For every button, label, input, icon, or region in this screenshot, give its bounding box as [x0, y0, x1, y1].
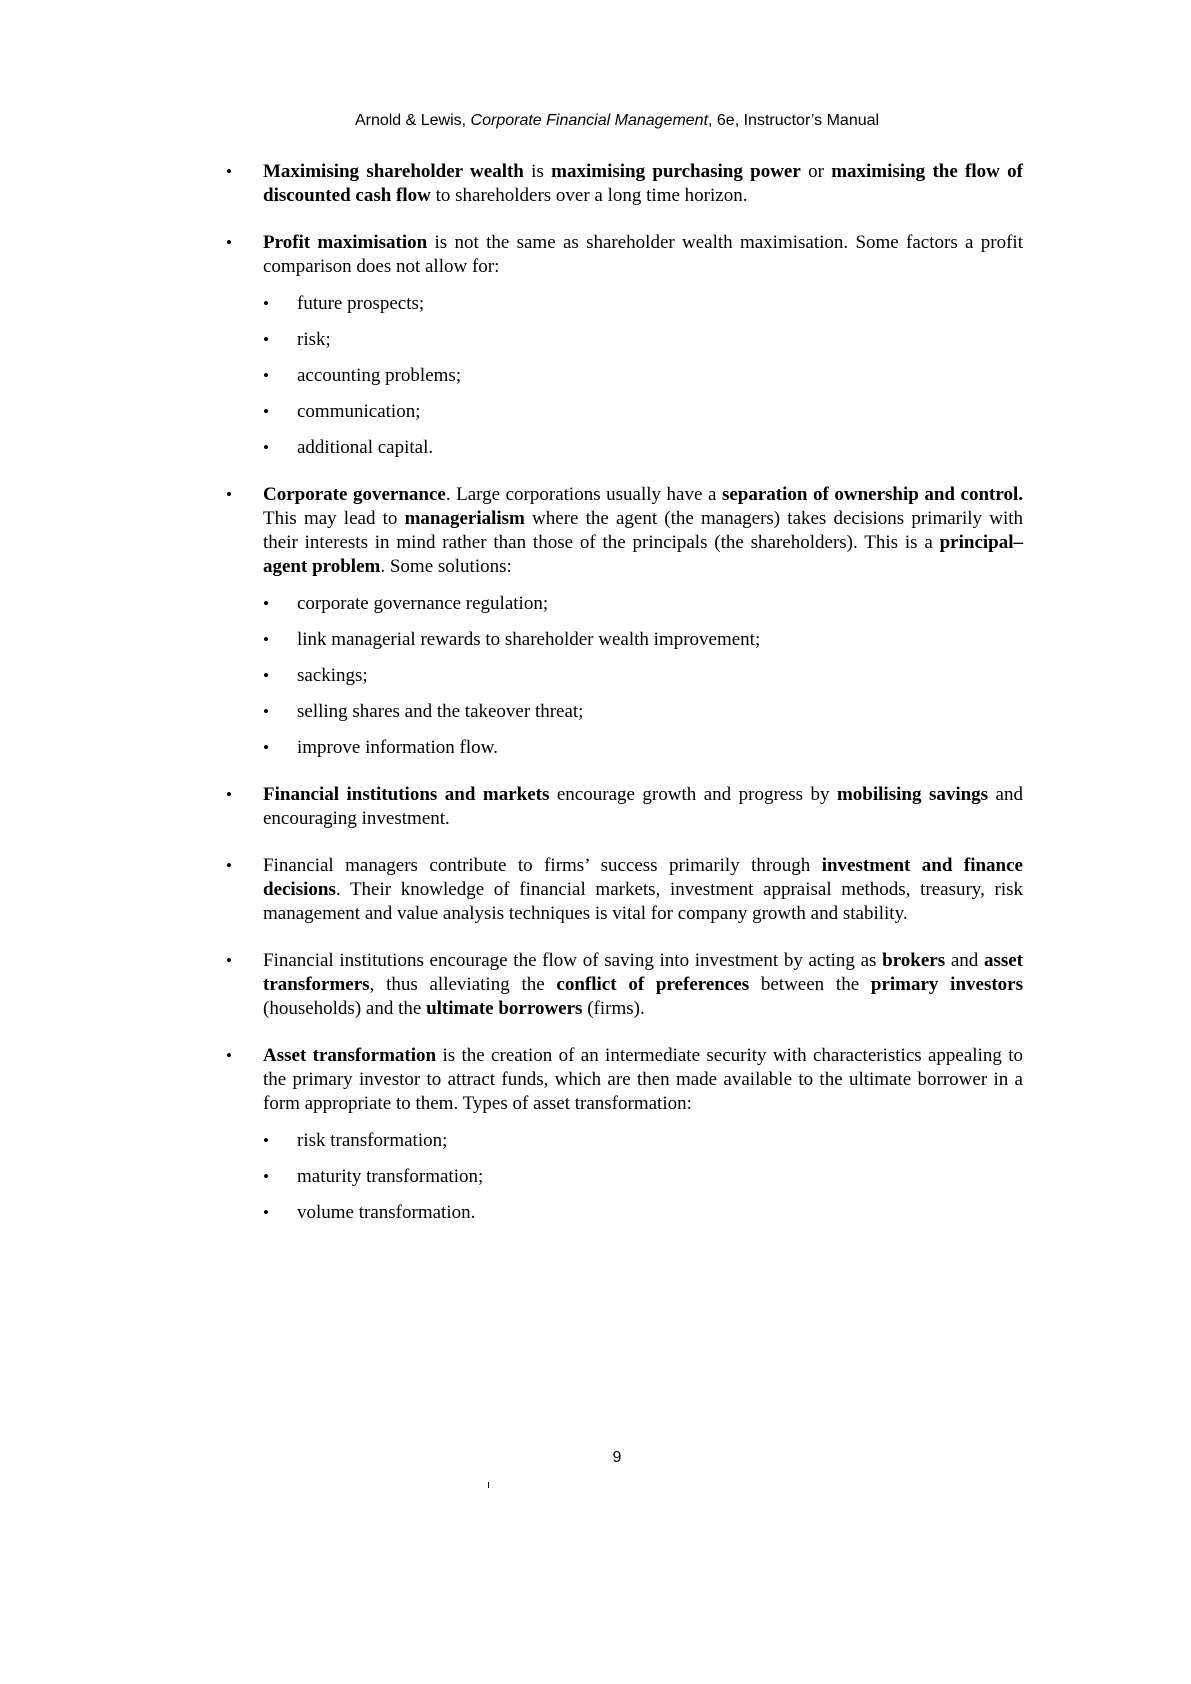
sub-list — [263, 1129, 1023, 1225]
bullet-icon: • — [263, 738, 269, 757]
item-text — [263, 1044, 1023, 1116]
list-item — [219, 949, 1023, 1021]
bold-term: conflict of preferences — [556, 974, 750, 995]
bold-term: principal–agent problem — [263, 532, 1023, 577]
bullet-icon: • — [263, 666, 269, 685]
item-text — [263, 160, 1023, 208]
bullet-icon: • — [226, 785, 232, 804]
sub-item-text: corporate governance regulation; — [297, 593, 549, 614]
header-book-title: Corporate Financial Management — [470, 112, 709, 129]
bullet-icon: • — [226, 485, 232, 504]
item-text — [263, 483, 1023, 579]
bold-term: asset transformers — [263, 950, 1023, 995]
sub-list-item — [263, 436, 1023, 460]
bold-term: managerialism — [404, 508, 525, 529]
sub-list-item — [263, 400, 1023, 424]
bullet-icon: • — [263, 702, 269, 721]
sub-list-item — [263, 364, 1023, 388]
text-run: . Some solutions: — [380, 556, 512, 577]
bullet-icon: • — [263, 594, 269, 613]
sub-list-item — [263, 1165, 1023, 1189]
bold-term: Profit maximisation — [263, 232, 428, 253]
bold-term: maximising purchasing power — [551, 161, 801, 182]
bold-term: brokers — [882, 950, 946, 971]
sub-list-item — [263, 1201, 1023, 1225]
list-item — [219, 483, 1023, 760]
text-run: (firms). — [582, 998, 645, 1019]
text-run: . Their knowledge of financial markets, investment appraisal methods, treasury, risk management and value analysis techniques is vital for company growth and stability. — [263, 879, 1023, 924]
header-authors: Arnold & Lewis, — [354, 112, 471, 129]
bold-term: ultimate borrowers — [426, 998, 583, 1019]
text-run: is the creation of an intermediate security with characteristics appealing to the primary investor to attract funds, which are then made available to the ultimate borrower in a form appropriate to them. Types of asset transformation: — [263, 1045, 1023, 1114]
bullet-icon: • — [263, 630, 269, 649]
text-run: Financial managers contribute to firms’ success primarily through — [263, 855, 822, 876]
sub-item-text: additional capital. — [297, 437, 434, 458]
item-text — [263, 949, 1023, 1021]
sub-list-item — [263, 592, 1023, 616]
list-item — [219, 1044, 1023, 1225]
header-edition: , 6e, Instructor’s Manual — [708, 112, 880, 129]
page-number: 9 — [612, 1449, 622, 1466]
bold-term: separation of ownership and control. — [721, 484, 1023, 505]
bold-term: Corporate governance — [263, 484, 446, 505]
sub-list-item — [263, 1129, 1023, 1153]
sub-list-item — [263, 736, 1023, 760]
list-item — [219, 160, 1023, 208]
text-run: is — [523, 161, 552, 182]
sub-item-text: improve information flow. — [297, 737, 498, 758]
list-item — [219, 231, 1023, 460]
bullet-icon: • — [226, 1046, 232, 1065]
item-text — [263, 854, 1023, 926]
sub-item-text: communication; — [297, 401, 421, 422]
sub-item-text: accounting problems; — [297, 365, 462, 386]
list-item — [219, 783, 1023, 831]
text-run: and encouraging investment. — [263, 784, 1023, 829]
sub-item-text: volume transformation. — [297, 1202, 476, 1223]
sub-item-text: selling shares and the takeover threat; — [297, 701, 584, 722]
bullet-icon: • — [226, 951, 232, 970]
bold-term: maximising the flow of discounted cash flow — [263, 161, 1023, 206]
text-run: This may lead to — [263, 508, 405, 529]
text-run: , thus alleviating the — [369, 974, 557, 995]
sub-item-text: maturity transformation; — [297, 1166, 484, 1187]
bullet-icon: • — [263, 438, 269, 457]
text-run: or — [800, 161, 832, 182]
text-run: where the agent (the managers) takes decisions primarily with their interests in mind rather than those of the principals (the shareholders). This is a — [263, 508, 1023, 553]
bold-term: investment and finance decisions — [263, 855, 1023, 900]
text-run: between the — [749, 974, 871, 995]
list-item — [219, 854, 1023, 926]
bullet-icon: • — [263, 1131, 269, 1150]
bullet-list — [219, 160, 1023, 1225]
text-run: and — [945, 950, 984, 971]
sub-item-text: sackings; — [297, 665, 368, 686]
running-header — [0, 111, 1191, 131]
text-run: is not the same as shareholder wealth maximisation. Some factors a profit comparison does not allow for: — [263, 232, 1023, 277]
sub-item-text: future prospects; — [297, 293, 425, 314]
bold-term: Financial institutions and markets — [263, 784, 550, 805]
bold-term: mobilising savings — [836, 784, 989, 805]
bold-term: Asset transformation — [263, 1045, 437, 1066]
bullet-icon: • — [263, 330, 269, 349]
sub-item-text: risk; — [297, 329, 331, 350]
sub-list-item — [263, 700, 1023, 724]
sub-item-text: risk transformation; — [297, 1130, 448, 1151]
bullet-icon: • — [263, 294, 269, 313]
sub-item-text: link managerial rewards to shareholder wealth improvement; — [297, 629, 761, 650]
sub-list — [263, 292, 1023, 460]
sub-list-item — [263, 292, 1023, 316]
sub-list — [263, 592, 1023, 760]
bullet-icon: • — [226, 162, 232, 181]
bullet-icon: • — [263, 1203, 269, 1222]
sub-list-item — [263, 328, 1023, 352]
text-run: (households) and the — [263, 998, 427, 1019]
bullet-icon: • — [263, 366, 269, 385]
bold-term: primary investors — [870, 974, 1024, 995]
text-run: . Large corporations usually have a — [445, 484, 722, 505]
text-run: Financial institutions encourage the flow of saving into investment by acting as — [263, 950, 883, 971]
stray-mark — [488, 1482, 489, 1488]
bullet-icon: • — [263, 1167, 269, 1186]
bullet-icon: • — [263, 402, 269, 421]
item-text — [263, 783, 1023, 831]
bold-term: Maximising shareholder wealth — [263, 161, 524, 182]
text-run: encourage growth and progress by — [549, 784, 837, 805]
sub-list-item — [263, 628, 1023, 652]
bullet-icon: • — [226, 856, 232, 875]
item-text — [263, 231, 1023, 279]
text-run: to shareholders over a long time horizon. — [430, 185, 748, 206]
sub-list-item — [263, 664, 1023, 688]
bullet-icon: • — [226, 233, 232, 252]
